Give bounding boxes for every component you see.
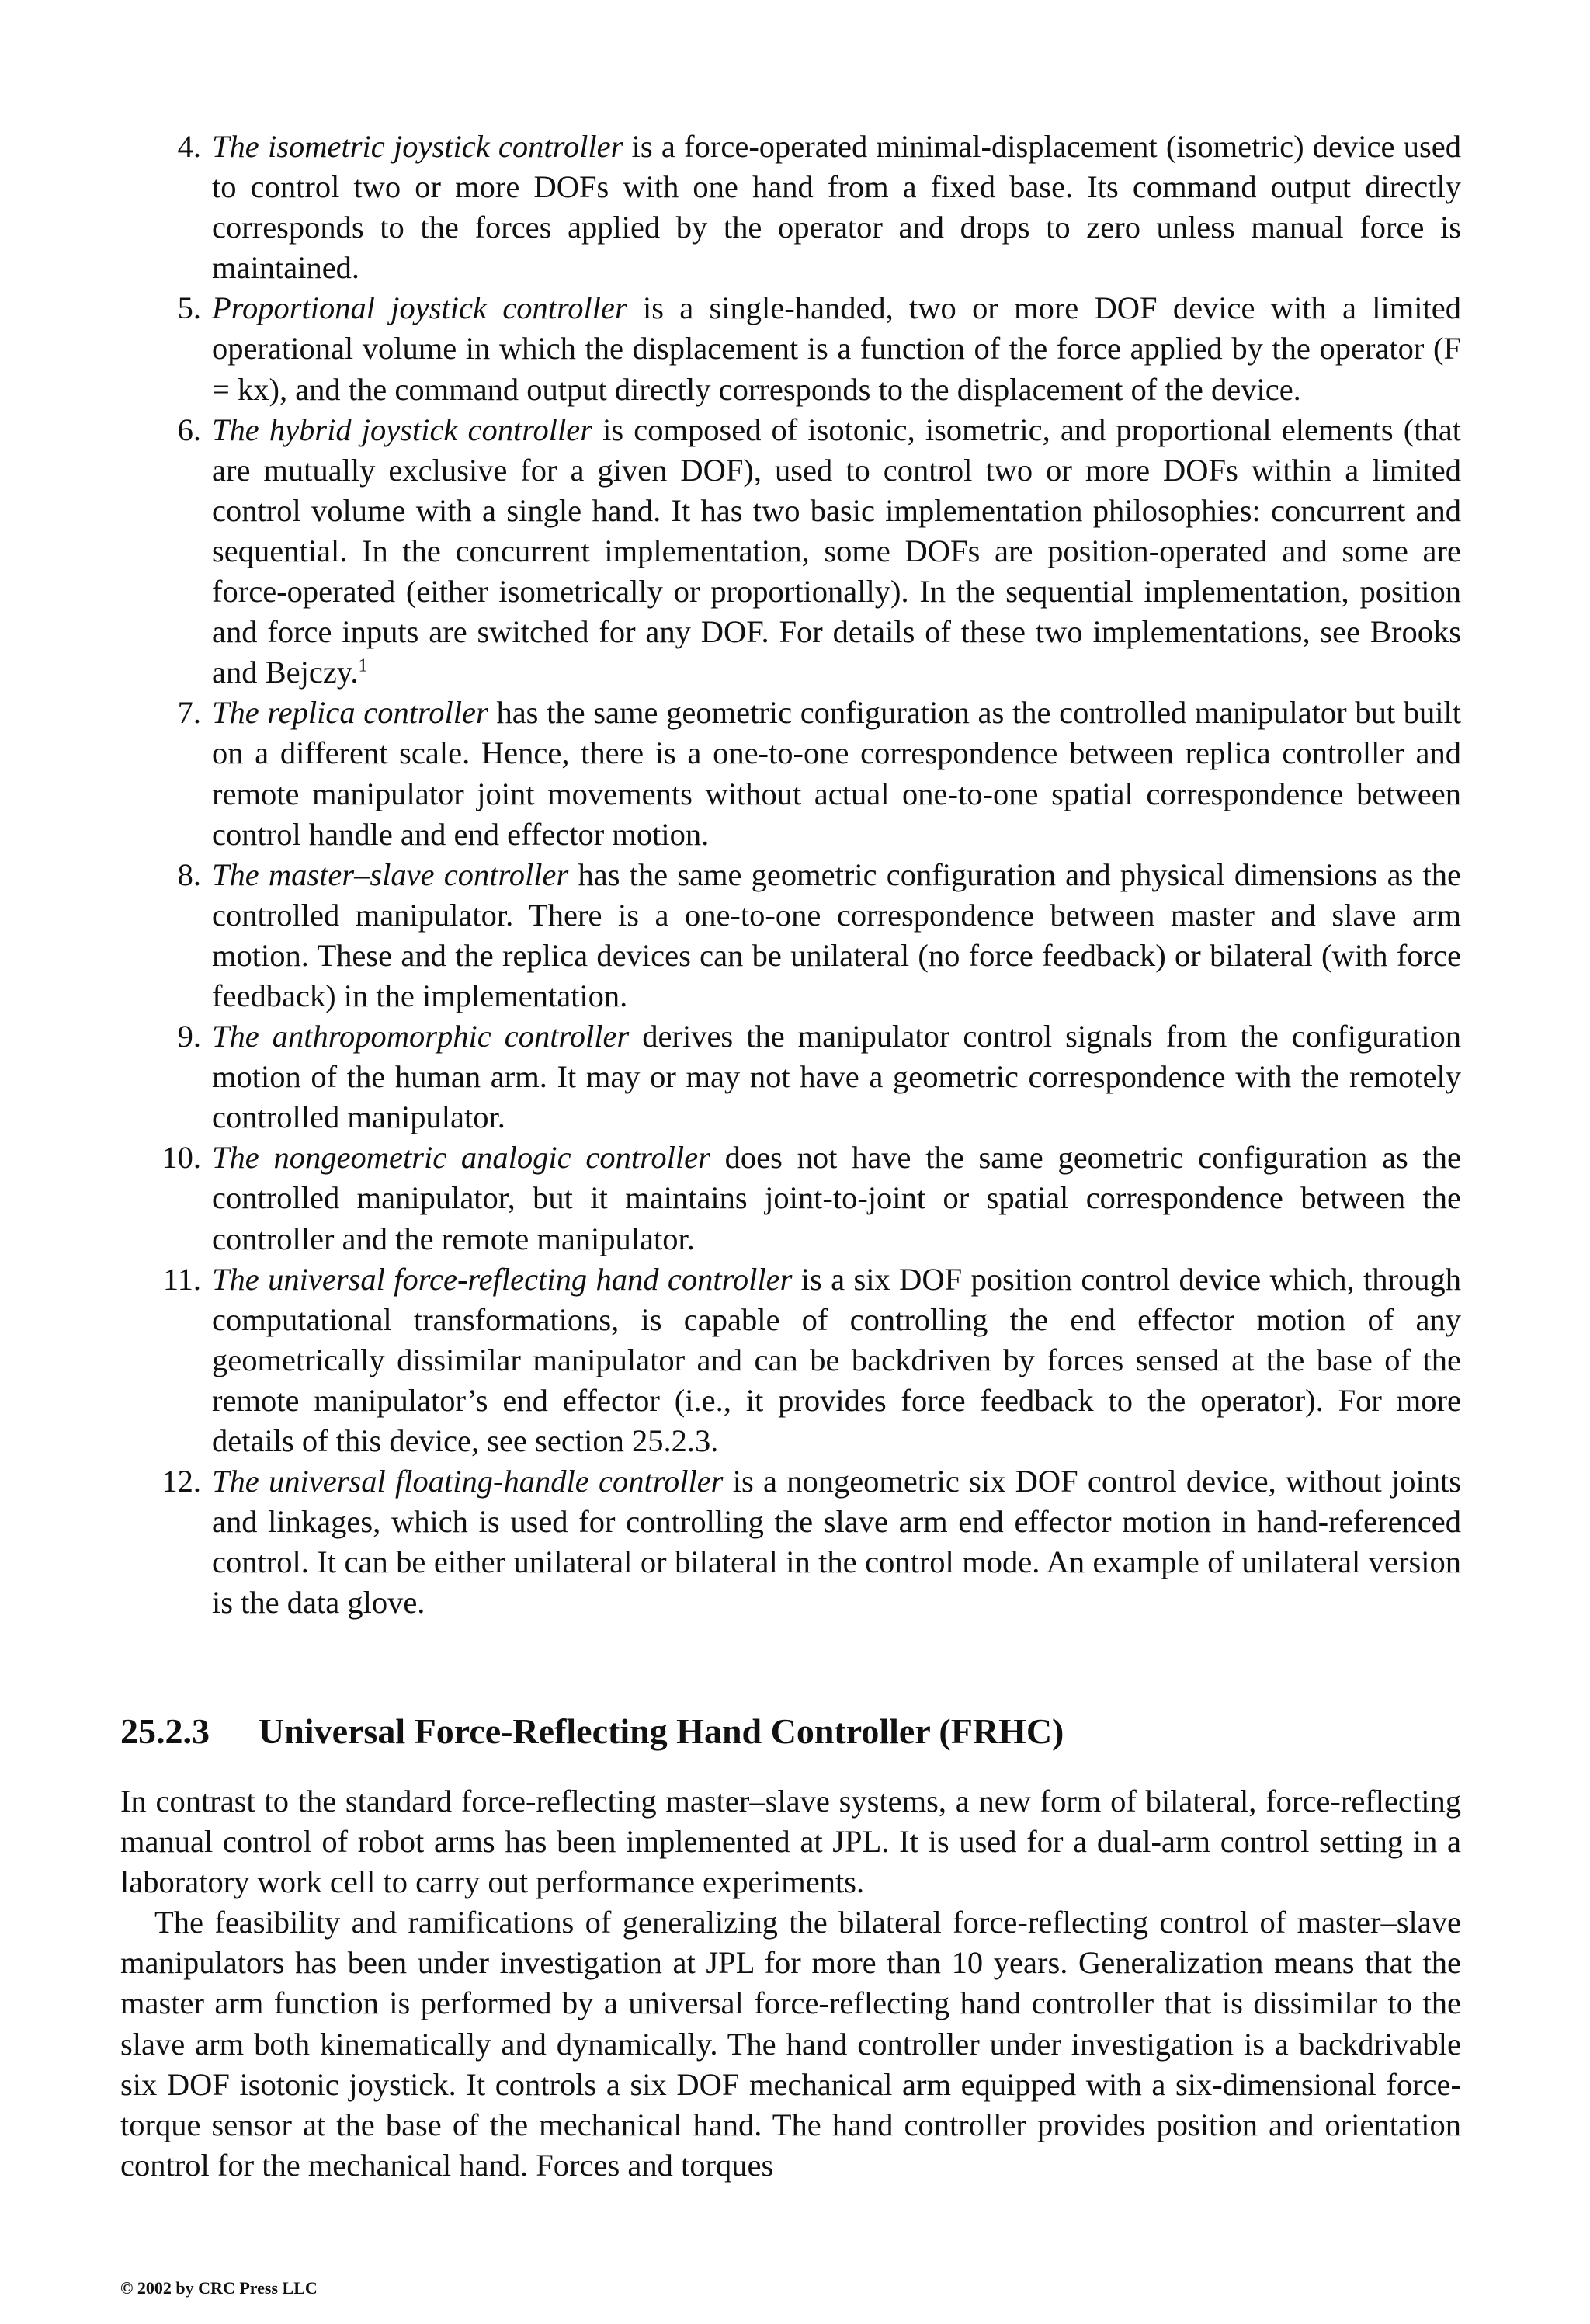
list-item-term: Proportional joystick controller (212, 290, 627, 326)
list-item-number: 8. (177, 856, 201, 892)
list-item-text: derives the manipulator control signals from the configuration motion of the human arm. It may or may not have a geometric correspondence with the remotely controlled manipulator. (212, 1019, 1461, 1135)
list-item-number: 11. (162, 1261, 201, 1297)
list-item-text: is a force-operated minimal-displacement (isometric) device used to control two or more DOFs with one hand from a fixed base. Its command output directly corresponds to the forces applied by the operator and drops to zero unless manual force is maintained. (212, 129, 1461, 286)
section-number: 25.2.3 (120, 1711, 210, 1751)
section-title: Universal Force-Reflecting Hand Controller (FRHC) (259, 1711, 1064, 1751)
list-item (150, 410, 1461, 693)
list-item-text: is composed of isotonic, isometric, and proportional elements (that are mutually exclusive for a given DOF), used to control two or more DOFs within a limited control volume with a single hand. It has two basic implementation philosophies: concurrent and sequential. In the concurrent implementation, some DOFs are position-operated and some are force-operated (either isometrically or proportionally). In the sequential implementation, position and force inputs are switched for any DOF. For details of these two implementations, see Brooks and Bejczy. (212, 412, 1461, 690)
list-item (150, 1461, 1461, 1623)
list-item-number: 7. (177, 695, 201, 731)
list-item-number: 9. (177, 1019, 201, 1054)
list-item-text: is a single-handed, two or more DOF device with a limited operational volume in which the displacement is a function of the force applied by the operator (F = kx), and the command output directly corresponds to the displacement of the device. (212, 290, 1461, 407)
list-item-term: The replica controller (212, 695, 488, 731)
footnote-marker: 1 (358, 655, 368, 676)
list-item-number: 4. (177, 129, 201, 164)
list-item (150, 1138, 1461, 1259)
list-item-number: 10. (161, 1140, 201, 1176)
list-item-term: The nongeometric analogic controller (212, 1140, 710, 1176)
list-item (150, 1259, 1461, 1461)
list-item-term: The universal floating-handle controller (212, 1464, 724, 1499)
list-item-text: has the same geometric configuration as the controlled manipulator but built on a different scale. Hence, there is a one-to-one correspondence between replica controller and remote manipulator joint movements without actual one-to-one spatial correspondence between control handle and end effector motion. (212, 695, 1461, 852)
body-paragraph: In contrast to the standard force-reflecting master–slave systems, a new form of bilateral, force-reflecting manual control of robot arms has been implemented at JPL. It is used for a dual-arm control setting in a laboratory work cell to carry out performance experiments. (120, 1784, 1461, 1900)
list-item-text: is a nongeometric six DOF control device, without joints and linkages, which is used for controlling the slave arm end effector motion in hand-referenced control. It can be either unilateral or bilateral in the control mode. An example of unilateral version is the data glove. (212, 1464, 1461, 1621)
list-item (150, 127, 1461, 288)
list-item (150, 693, 1461, 854)
list-item-term: The universal force-reflecting hand controller (212, 1261, 793, 1297)
body-paragraph: The feasibility and ramifications of generalizing the bilateral force-reflecting control of master–slave manipulators has been under investigation at JPL for more than 10 years. Generalization means that the master arm function is performed by a universal force-reflecting hand controller that is dissimilar to the slave arm both kinematically and dynamically. The hand controller under investigation is a backdrivable six DOF isotonic joystick. It controls a six DOF mechanical arm equipped with a six-dimensional force-torque sensor at the base of the mechanical hand. The hand controller provides position and orientation control for the mechanical hand. Forces and torques (120, 1905, 1461, 2183)
list-item-text: is a six DOF position control device which, through computational transformations, is capable of controlling the end effector motion of any geometrically dissimilar manipulator and can be backdriven by forces sensed at the base of the remote manipulator’s end effector (i.e., it provides force feedback to the operator). For more details of this device, see section 25.2.3. (212, 1261, 1461, 1458)
copyright-footer: © 2002 by CRC Press LLC (120, 2278, 318, 2298)
list-item-text: does not have the same geometric configuration as the controlled manipulator, but it maintains joint-to-joint or spatial correspondence between the controller and the remote manipulator. (212, 1140, 1461, 1256)
list-item-term: The isometric joystick controller (212, 129, 623, 164)
list-item-number: 6. (177, 412, 201, 447)
controller-type-list (150, 127, 1461, 1623)
list-item-number: 12. (161, 1464, 201, 1499)
list-item-text: has the same geometric configuration and physical dimensions as the controlled manipulator. There is a one-to-one correspondence between master and slave arm motion. These and the replica devices can be unilateral (no force feedback) or bilateral (with force feedback) in the implementation. (212, 856, 1461, 1013)
list-item (150, 1016, 1461, 1138)
section-body (120, 1781, 1461, 2186)
list-item-term: The master–slave controller (212, 856, 569, 892)
list-item (150, 855, 1461, 1016)
list-item-number: 5. (177, 290, 201, 326)
section-heading (120, 1708, 1461, 1755)
list-item (150, 288, 1461, 409)
list-item-term: The hybrid joystick controller (212, 412, 592, 447)
list-item-term: The anthropomorphic controller (212, 1019, 630, 1054)
